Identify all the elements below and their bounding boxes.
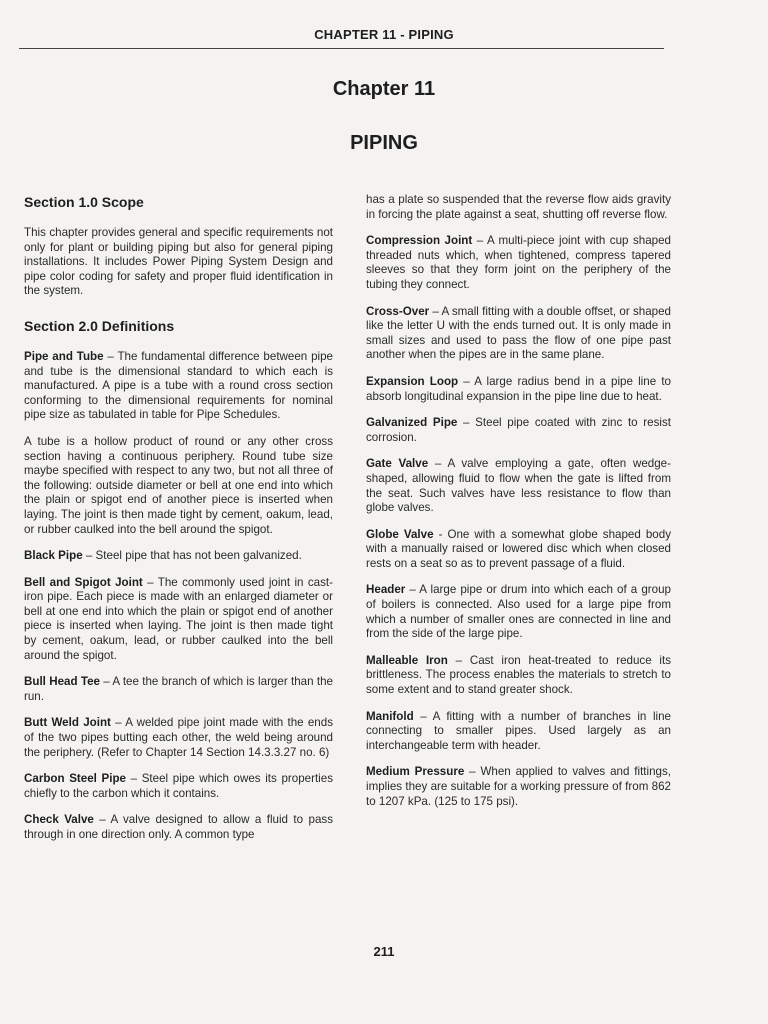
definition-term: Malleable Iron <box>366 653 448 667</box>
definition-text: has a plate so suspended that the reverse flow aids gravity in forcing the plate against a seat, shutting off reverse flow. <box>366 193 671 221</box>
definition-term: Manifold <box>366 709 414 723</box>
definition-entry <box>24 716 333 760</box>
definition-text: – When applied to valves and fittings, implies they are suitable for a working pressure of from 862 to 1207 kPa. (125 to 175 psi). <box>366 765 672 808</box>
left-definitions-list <box>24 350 333 843</box>
definition-text: – A fitting with a number of branches in line connecting to smaller pipes. Used largely as an interchangeable term with header. <box>366 709 671 752</box>
definition-term: Carbon Steel Pipe <box>24 772 127 786</box>
definition-entry <box>366 193 671 222</box>
definition-term: Check Valve <box>24 813 94 827</box>
definition-term: Pipe and Tube <box>24 349 104 363</box>
definition-text: – A large radius bend in a pipe line to absorb longitudinal expansion in the pipe line due to heat. <box>366 374 671 403</box>
definition-entry <box>24 675 333 704</box>
definition-term: Gate Valve <box>366 457 429 471</box>
chapter-number: Chapter 11 <box>332 78 436 100</box>
definition-term: Bell and Spigot Joint <box>24 575 143 589</box>
definition-text: – Cast iron heat-treated to reduce its brittleness. The process enables the materials to stretch to some extent and to stand greater shock. <box>366 653 672 697</box>
definition-term: Galvanized Pipe <box>366 416 458 430</box>
definition-term: Bull Head Tee <box>24 675 100 689</box>
page-number: 211 <box>373 944 395 959</box>
definition-entry <box>366 710 671 754</box>
definition-term: Medium Pressure <box>366 765 465 779</box>
definition-text: – A multi-piece joint with cup shaped threaded nuts which, when tightened, compress tapered sleeves so that they form joint on the periphery of the tubing they connect. <box>366 234 671 291</box>
definition-entry <box>366 457 671 515</box>
definition-entry <box>366 765 671 809</box>
definition-entry <box>366 234 671 292</box>
definition-entry <box>366 583 671 641</box>
scope-paragraph: This chapter provides general and specific requirements not only for plant or building piping but also for general piping installations. It includes Power Piping System Design and pipe color coding for safety and proper fluid identification in the system. <box>24 226 333 298</box>
definition-entry <box>366 416 671 445</box>
section-heading-definitions: Section 2.0 Definitions <box>24 317 175 334</box>
left-column <box>24 193 333 855</box>
definition-text: – A large pipe or drum into which each of a group of boilers is connected. Also used for a large pipe from which a number of smaller ones are connected in line and from the side of the large pipe. <box>366 583 671 641</box>
definition-entry <box>24 813 333 842</box>
definition-text: – Steel pipe which owes its properties chiefly to the carbon which it contains. <box>24 772 333 800</box>
definition-text: - One with a somewhat globe shaped body with a manually raised or lowered disc which when closed rests on a seat so as to prevent passage of a fluid. <box>366 527 671 570</box>
definition-text: – A valve employing a gate, often wedge-shaped, allowing fluid to flow when the gate is lifted from the seat. Such valves have less resistance to flow than globe valves. <box>366 457 671 515</box>
definition-term: Cross-Over <box>366 304 430 318</box>
header-rule <box>19 48 664 49</box>
definition-text: – A tee the branch of which is larger than the run. <box>24 675 333 703</box>
definition-text: – Steel pipe coated with zinc to resist corrosion. <box>366 416 671 444</box>
definition-entry <box>24 350 333 423</box>
definition-entry <box>24 435 333 537</box>
definition-term: Butt Weld Joint <box>24 716 111 730</box>
definition-entry <box>366 528 671 572</box>
definition-entry <box>24 576 333 664</box>
chapter-title: PIPING <box>350 132 418 154</box>
definition-text: – The fundamental difference between pipe and tube is the dimensional standard to which each is manufactured. A pipe is a tube with a round cross section conforming to the dimensional requirements for nominal pipe size as tabulated in table for Pipe Schedules. <box>24 349 333 422</box>
definition-text: – A valve designed to allow a fluid to pass through in one direction only. A common type <box>24 813 333 841</box>
right-column <box>366 193 671 821</box>
definition-term: Globe Valve <box>366 527 434 541</box>
definition-term: Header <box>366 583 406 597</box>
definition-entry <box>366 375 671 404</box>
definition-text: – The commonly used joint in cast-iron pipe. Each piece is made with an enlarged diameter or bell at one end into which the plain or spigot end of another piece is inserted when laying. The joint is then made tight by cement, oakum, lead, or rubber caulked into the bell around the spigot. <box>24 575 333 662</box>
definition-term: Expansion Loop <box>366 374 459 388</box>
definition-entry <box>366 305 671 363</box>
definition-text: – A welded pipe joint made with the ends of the two pipes butting each other, the weld being around the periphery. (Refer to Chapter 14 Section 14.3.3.27 no. 6) <box>24 716 333 759</box>
definition-text: A tube is a hollow product of round or any other cross section having a continuous periphery. Round tube size maybe specified with respect to any two, but not all three of the following: outside diameter or bell at one end into which the plain or spigot end of another piece is inserted when laying. The joint is then made tight by cement, oakum, lead, or rubber caulked into the bell around the spigot. <box>24 434 333 536</box>
definition-entry <box>366 654 671 698</box>
definition-term: Compression Joint <box>366 234 473 248</box>
definition-entry <box>24 549 333 564</box>
running-head: CHAPTER 11 - PIPING <box>314 27 454 42</box>
definition-text: – A small fitting with a double offset, or shaped like the letter U with the ends turned out. It is only made in small sizes and used to pass the flow of one pipe past another when the pipes are in the same plane. <box>366 304 671 362</box>
definition-term: Black Pipe <box>24 549 83 563</box>
definition-text: – Steel pipe that has not been galvanized. <box>82 549 302 563</box>
definition-entry <box>24 772 333 801</box>
right-definitions-list <box>366 193 671 809</box>
section-heading-scope: Section 1.0 Scope <box>24 194 144 210</box>
